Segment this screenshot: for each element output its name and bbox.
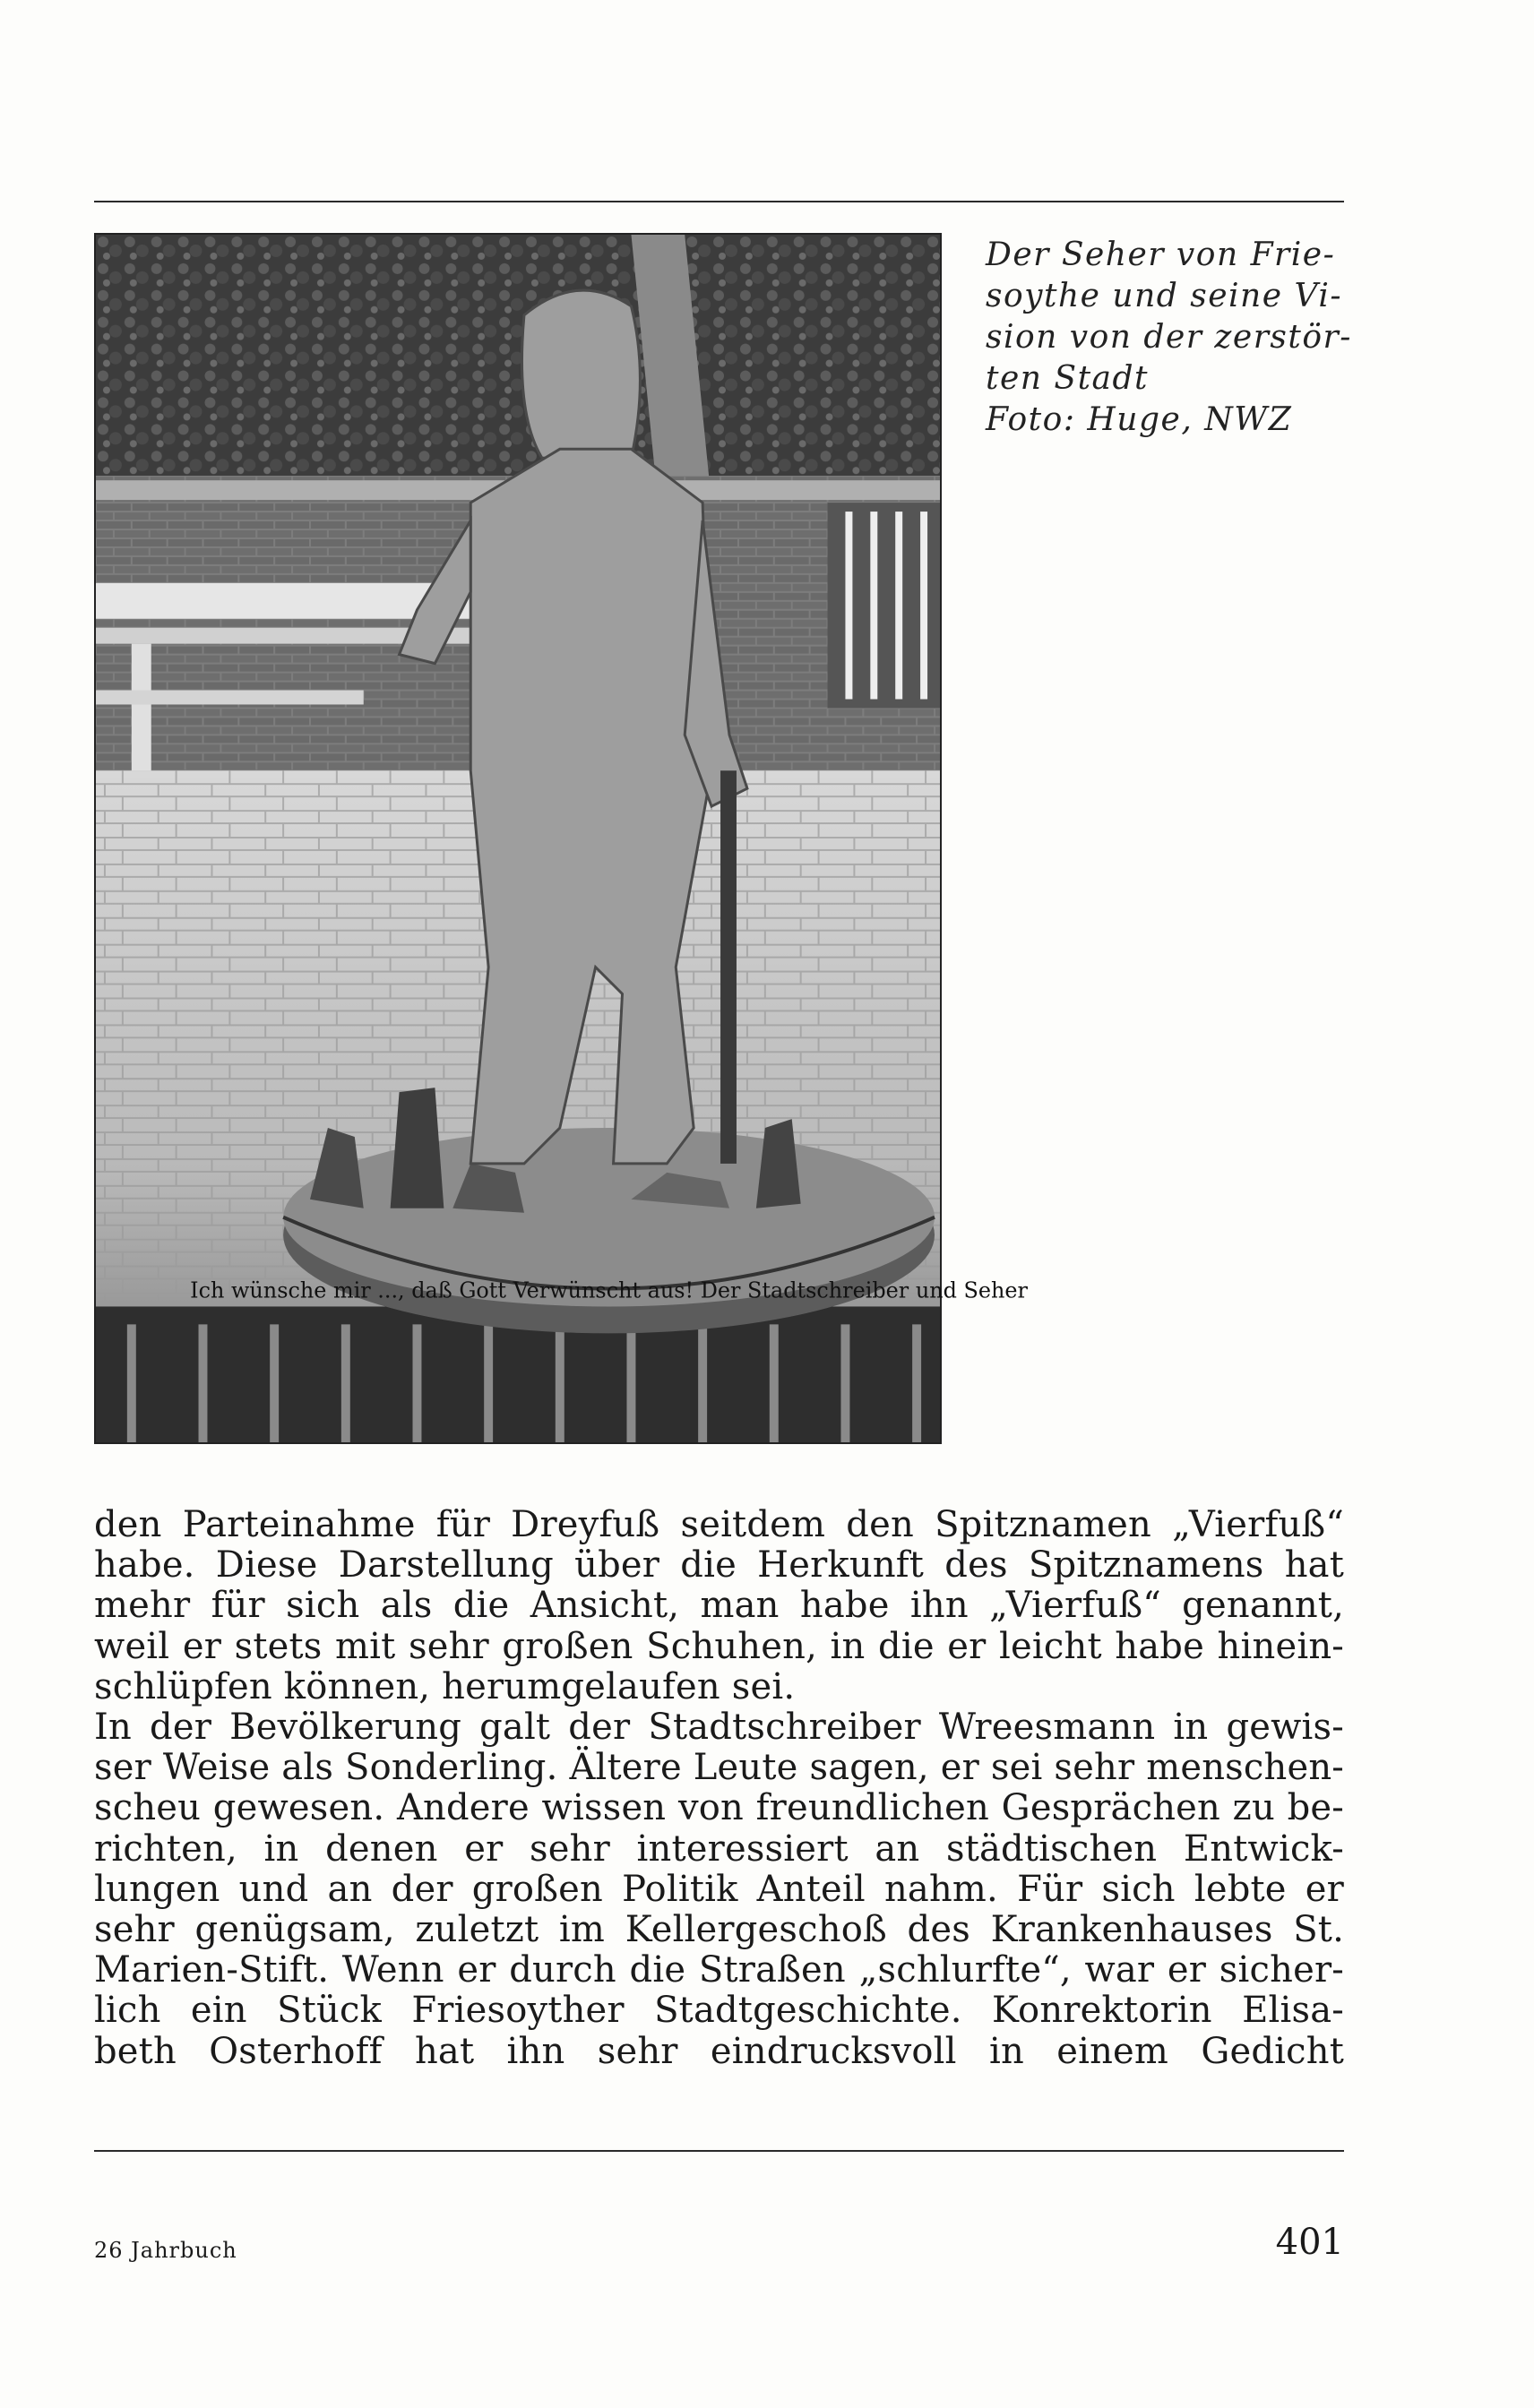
body-line: schlüpfen können, herumgelaufen sei. bbox=[94, 1665, 796, 1707]
caption-line: Der Seher von Frie- bbox=[986, 236, 1336, 273]
body-line: sehr genügsam, zuletzt im Kellergeschoß des Krankenhauses St. bbox=[94, 1909, 1344, 1951]
bottom-rule bbox=[94, 2150, 1344, 2152]
caption-line: ten Stadt bbox=[986, 360, 1150, 397]
body-line: Marien-Stift. Wenn er durch die Straßen „schlurfte“, war er sicher- bbox=[94, 1949, 1344, 1991]
body-line: lich ein Stück Friesoyther Stadtgeschichte. Konrektorin Elisa- bbox=[94, 1990, 1344, 2032]
body-line: scheu gewesen. Andere wissen von freundlichen Gesprächen zu be- bbox=[94, 1787, 1344, 1829]
body-line: den Parteinahme für Dreyfuß seitdem den Spitznamen „Vierfuß“ bbox=[94, 1504, 1344, 1545]
caption-credit: Foto: Huge, NWZ bbox=[986, 401, 1293, 438]
top-rule bbox=[94, 201, 1344, 202]
photo-caption bbox=[986, 235, 1362, 441]
page-number: 401 bbox=[1275, 2222, 1344, 2263]
body-line: ser Weise als Sonderling. Ältere Leute sagen, er sei sehr menschen- bbox=[94, 1747, 1344, 1789]
statue-photo-illustration bbox=[96, 235, 1028, 1442]
body-line: lungen und an der großen Politik Anteil nahm. Für sich lebte er bbox=[94, 1868, 1344, 1910]
body-paragraphs bbox=[94, 1505, 1344, 2072]
body-line: weil er stets mit sehr großen Schuhen, in die er leicht habe hinein- bbox=[94, 1625, 1344, 1667]
plinth-inscription: Ich wünsche mir ..., daß Gott Verwünscht aus! Der Stadtschreiber und Seher bbox=[190, 1277, 1028, 1303]
footer-signature: 26 Jahrbuch bbox=[94, 2238, 237, 2263]
caption-line: soythe und seine Vi- bbox=[986, 278, 1343, 314]
body-line: mehr für sich als die Ansicht, man habe ihn „Vierfuß“ genannt, bbox=[94, 1585, 1344, 1627]
body-line: habe. Diese Darstellung über die Herkunft des Spitznamens hat bbox=[94, 1544, 1344, 1587]
statue-photo bbox=[94, 233, 1028, 1444]
body-line: In der Bevölkerung galt der Stadtschreiber Wreesmann in gewis- bbox=[94, 1707, 1344, 1749]
body-line: beth Osterhoff hat ihn sehr eindrucksvoll in einem Gedicht bbox=[94, 2030, 1344, 2072]
body-line: richten, in denen er sehr interessiert an städtischen Entwick- bbox=[94, 1828, 1344, 1870]
caption-line: sion von der zerstör- bbox=[986, 319, 1352, 356]
